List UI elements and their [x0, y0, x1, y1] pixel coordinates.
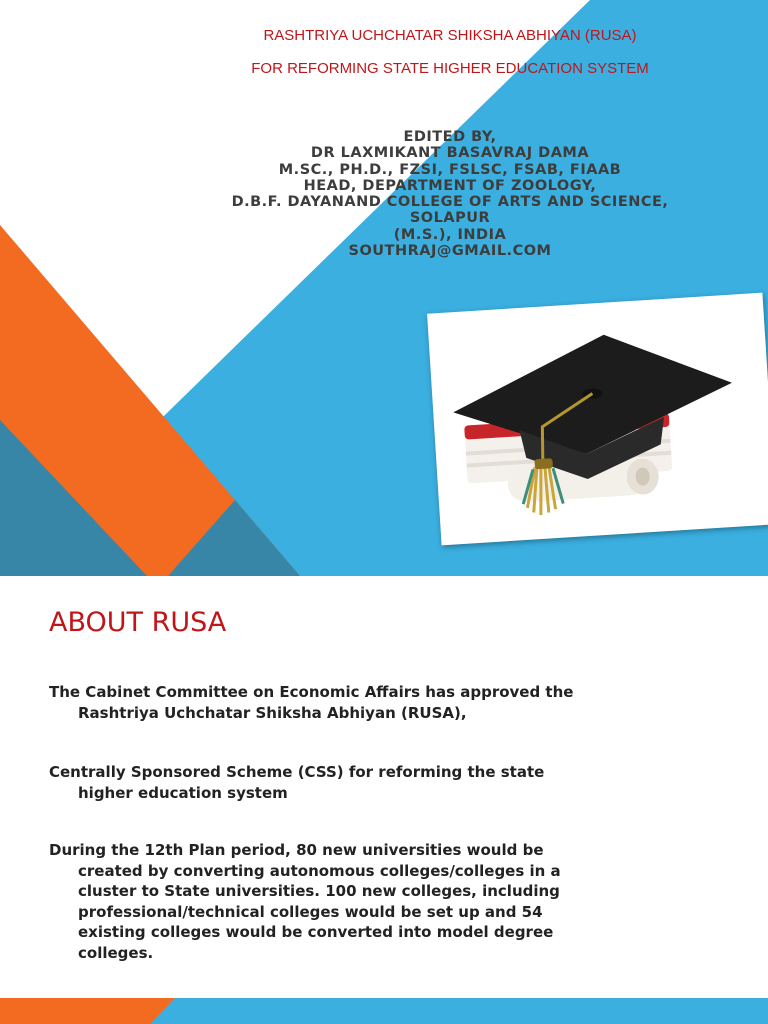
paragraph-line: existing colleges would be converted into model degree — [78, 923, 554, 941]
graduation-cap-diploma-icon — [427, 293, 768, 546]
paragraph-line: professional/technical colleges would be set up and 54 — [78, 902, 543, 921]
editor-line: M.SC., PH.D., FZSI, FSLSC, FSAB, FIAAB — [278, 161, 622, 178]
paragraph-line: The Cabinet Committee on Economic Affairs has approved the — [49, 683, 574, 701]
paragraph-line: higher education system — [78, 783, 288, 802]
bullet-paragraph — [49, 682, 669, 723]
paragraph-line: Centrally Sponsored Scheme (CSS) for reforming the state — [49, 763, 545, 781]
paragraph-line: cluster to State universities. 100 new colleges, including — [78, 882, 560, 900]
editor-credits — [140, 129, 760, 259]
editor-email: SOUTHRAJ@GMAIL.COM — [348, 243, 552, 260]
about-slide — [0, 577, 768, 1024]
about-heading: ABOUT RUSA — [49, 607, 227, 638]
editor-line: DR LAXMIKANT BASAVRAJ DAMA — [310, 145, 590, 162]
editor-line: (M.S.), INDIA — [393, 226, 507, 243]
title-line-1: RASHTRIYA UCHCHATAR SHIKSHA ABHIYAN (RUSA) — [263, 27, 637, 44]
paragraph-line: created by converting autonomous colleges/colleges in a — [78, 861, 561, 880]
bottom-color-strip — [0, 998, 768, 1024]
graduation-cap-photo — [427, 293, 768, 546]
editor-line: D.B.F. DAYANAND COLLEGE OF ARTS AND SCIENCE, — [231, 194, 669, 211]
paragraph-line: During the 12th Plan period, 80 new universities would be — [49, 841, 544, 859]
editor-line: EDITED BY, — [403, 129, 497, 145]
editor-line: SOLAPUR — [409, 210, 491, 227]
bullet-paragraph — [49, 762, 669, 803]
bullet-paragraph — [49, 840, 669, 963]
paragraph-line: colleges. — [78, 943, 154, 962]
paragraph-line: Rashtriya Uchchatar Shiksha Abhiyan (RUSA), — [78, 703, 467, 722]
title-line-2: FOR REFORMING STATE HIGHER EDUCATION SYSTEM — [251, 60, 649, 77]
editor-line: HEAD, DEPARTMENT OF ZOOLOGY, — [303, 177, 597, 194]
